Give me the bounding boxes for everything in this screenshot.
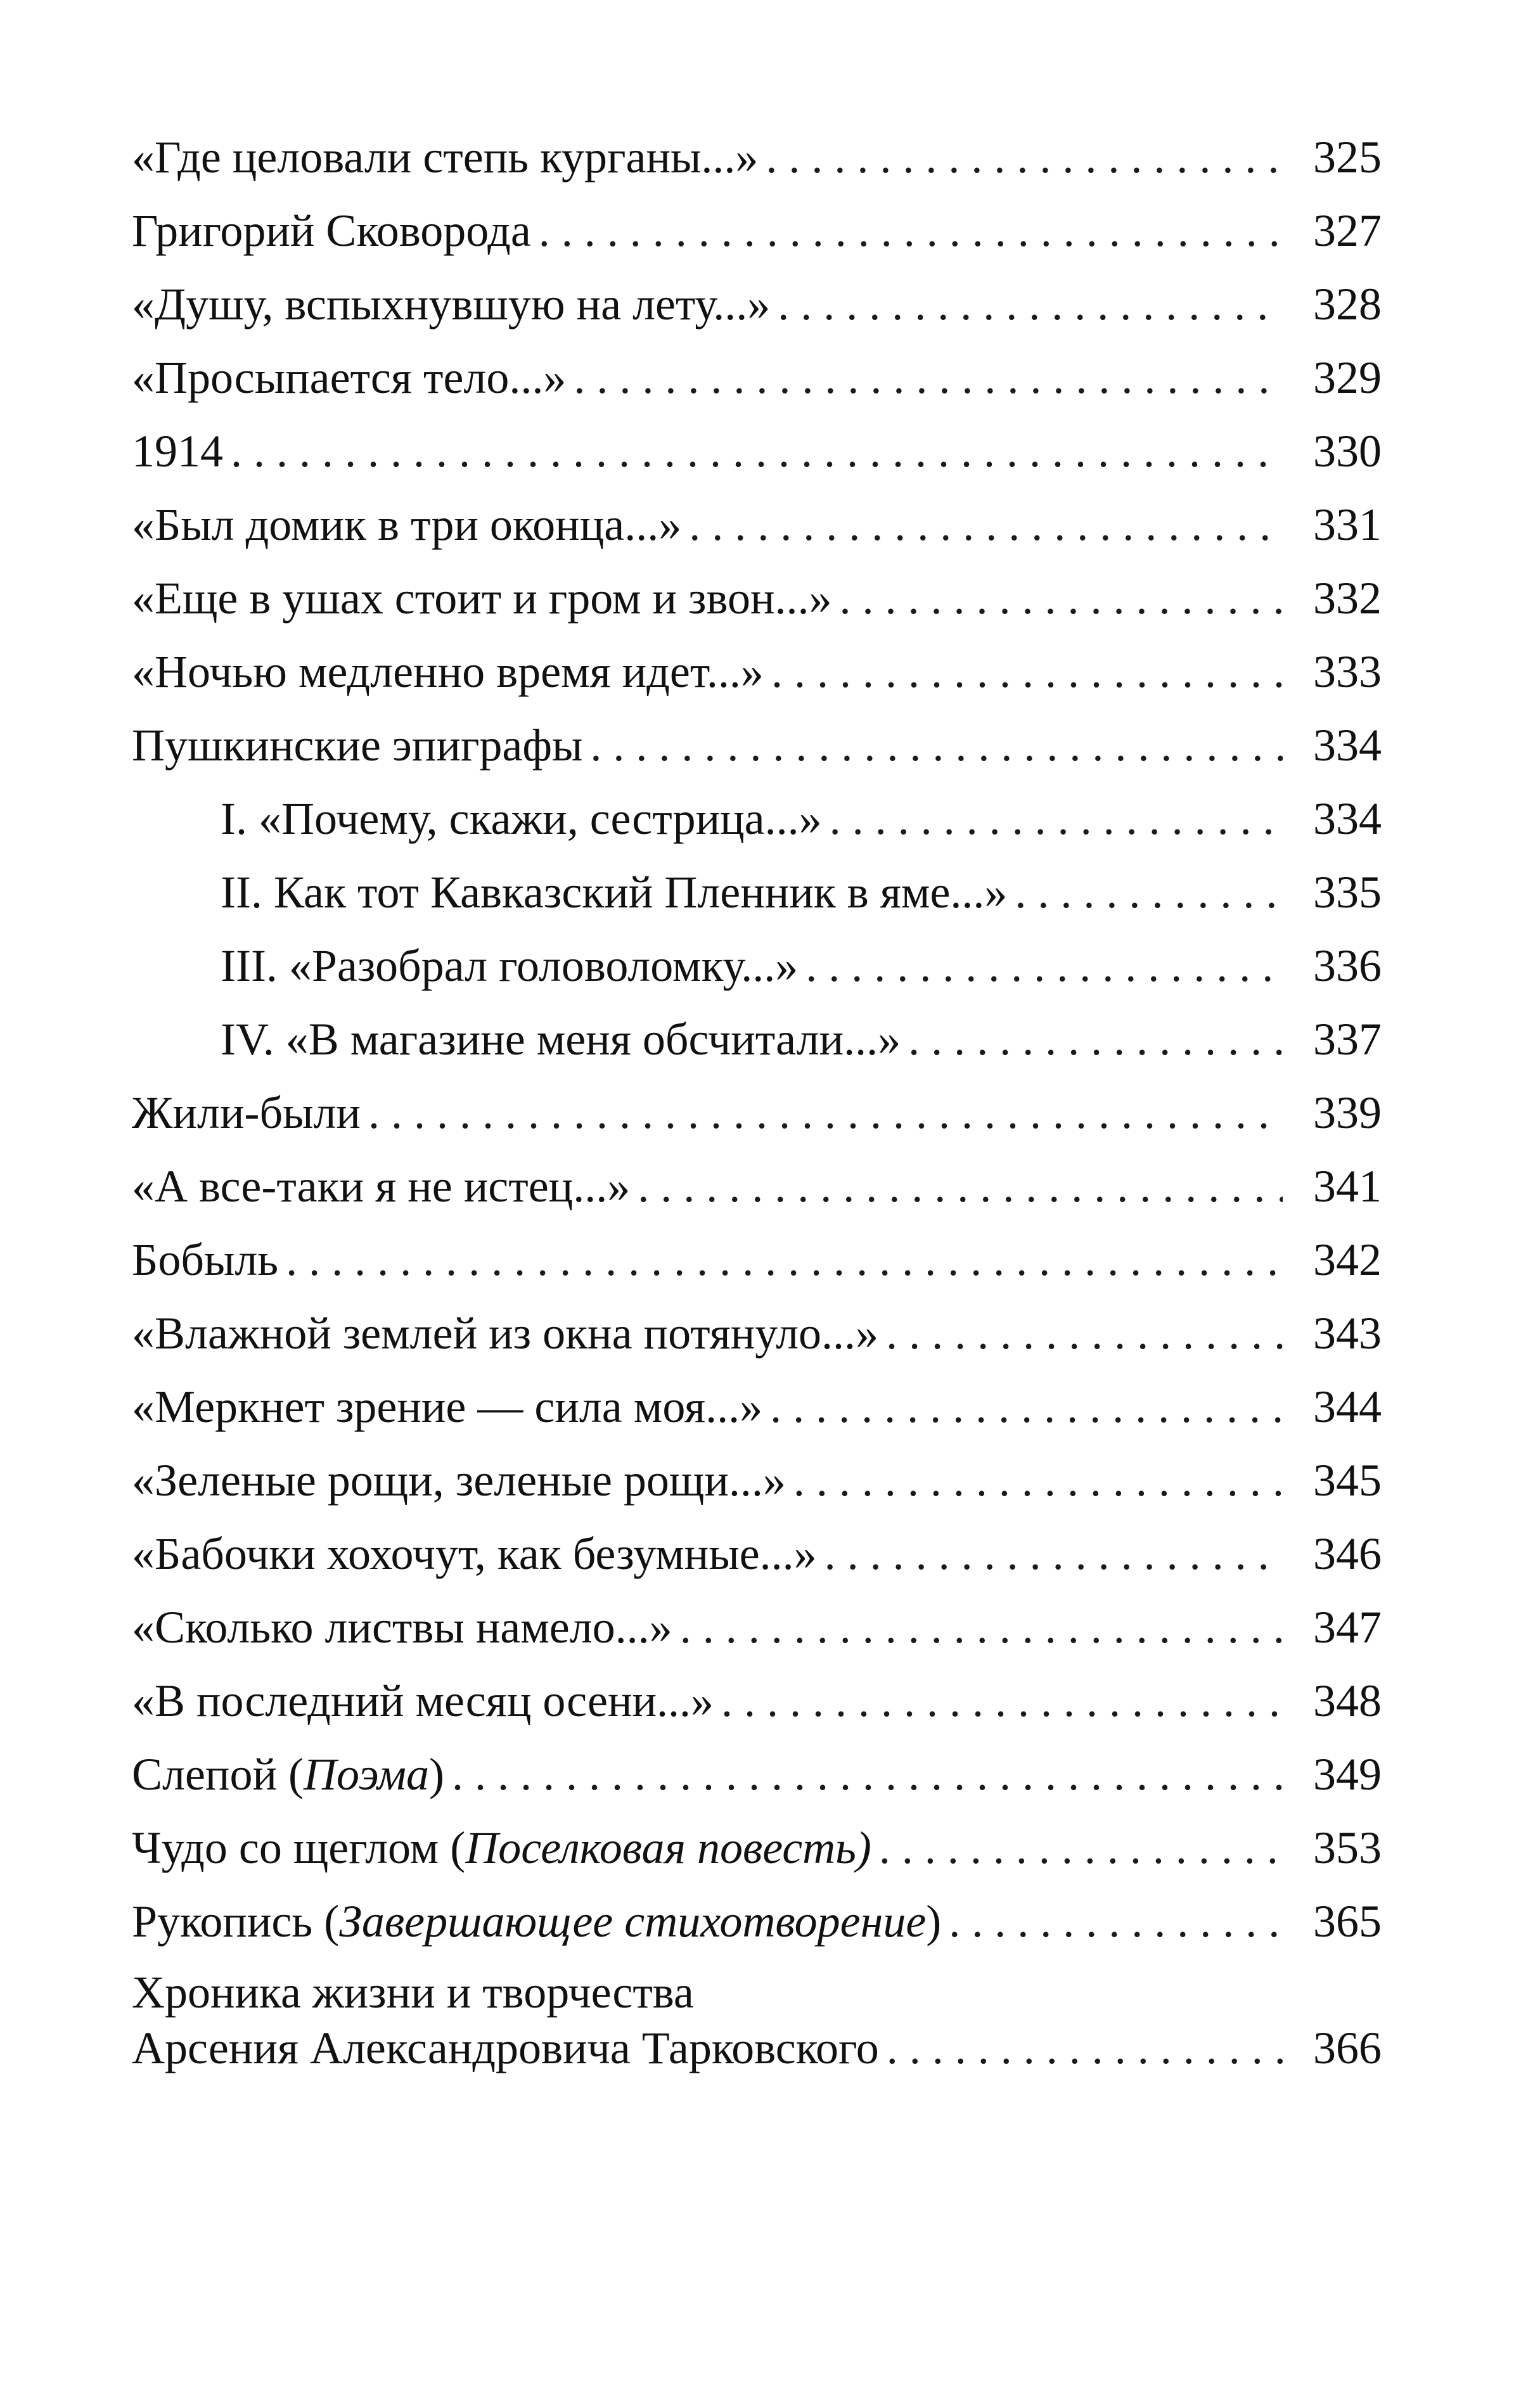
toc-entry-page: 334 [1313,793,1382,844]
toc-entry-title: «Просыпается тело...» [132,352,567,403]
toc-entry-title [132,1738,444,1811]
toc-entry-page: 335 [1313,867,1382,918]
dot-leader [539,194,1283,267]
toc-subentry [132,1002,1382,1076]
dot-leader [680,1591,1283,1664]
toc-entry [132,1811,1382,1885]
toc-entry [132,1370,1382,1444]
dot-leader [908,1002,1283,1076]
title-italic: Поэма [303,1749,429,1800]
toc-entry-page: 348 [1313,1675,1382,1726]
toc-entry-title: Григорий Сковорода [132,205,531,256]
toc-entry [132,1150,1382,1223]
dot-leader [368,1076,1283,1150]
toc-entry [132,341,1382,414]
toc-entry-page: 325 [1313,132,1382,183]
dot-leader [840,561,1283,635]
toc-entry-page: 341 [1313,1161,1382,1212]
toc-entry-title: «А все-таки я не истец...» [132,1161,631,1212]
toc-entry [132,1664,1382,1738]
toc-subentry [132,929,1382,1002]
toc-entry [132,194,1382,267]
toc-subentry-title: IV. «В магазине меня обсчитали...» [221,1014,901,1065]
title-tail: ) [428,1749,444,1800]
dot-leader [830,782,1283,855]
table-of-contents [132,120,1382,2078]
toc-entry-page: 347 [1313,1602,1382,1653]
toc-entry-page: 327 [1313,205,1382,256]
toc-entry [132,635,1382,708]
toc-entry-page: 349 [1313,1749,1382,1800]
toc-entry-title [132,1811,871,1885]
toc-entry [132,1223,1382,1297]
dot-leader [689,488,1283,561]
toc-entry [132,561,1382,635]
toc-entry [132,1517,1382,1591]
toc-entry [132,488,1382,561]
dot-leader [949,1885,1283,1958]
dot-leader [286,1223,1283,1297]
dot-leader [721,1664,1283,1738]
toc-entry-title: «Где целовали степь курганы...» [132,132,759,183]
toc-entry [132,1297,1382,1370]
toc-entry [132,267,1382,341]
toc-entry-title: «Меркнет зрение — сила моя...» [132,1381,763,1432]
toc-entry-title: «Еще в ушах стоит и гром и звон...» [132,573,832,624]
dot-leader [590,708,1283,782]
title-tail: ) [926,1896,942,1947]
toc-entry-page: 342 [1313,1234,1382,1285]
dot-leader [638,1150,1283,1223]
toc-entry-page: 343 [1313,1308,1382,1359]
toc-entry-page: 365 [1313,1896,1382,1947]
toc-entry-line2 [132,2018,1382,2078]
toc-entry-title: «Сколько листвы намело...» [132,1602,672,1653]
toc-entry-title: «Зеленые рощи, зеленые рощи...» [132,1455,786,1506]
toc-entry-page: 334 [1313,720,1382,771]
toc-entry-page: 366 [1313,2023,1382,2073]
toc-entry [132,1444,1382,1517]
toc-entry-page: 328 [1313,279,1382,330]
toc-entry-page: 332 [1313,573,1382,624]
toc-entry [132,414,1382,488]
toc-entry-page: 353 [1313,1822,1382,1873]
dot-leader [231,414,1283,488]
dot-leader [879,1811,1283,1885]
dot-leader [887,2018,1283,2078]
toc-entry-page: 329 [1313,352,1382,403]
title-main: Слепой ( [132,1749,304,1800]
dot-leader [793,1444,1283,1517]
dot-leader [825,1517,1283,1591]
title-italic: Завершающее стихотворение [339,1896,927,1947]
toc-entry-title: Жили-были [132,1087,361,1138]
toc-entry-page: 339 [1313,1087,1382,1138]
toc-entry-page: 346 [1313,1528,1382,1579]
toc-entry-page: 336 [1313,940,1382,991]
toc-entry [132,1738,1382,1811]
title-italic: Поселковая повесть) [465,1822,871,1873]
toc-entry-page: 333 [1313,646,1382,697]
toc-subentry-title: III. «Разобрал головоломку...» [221,940,799,991]
toc-subentry-title: I. «Почему, скажи, сестрица...» [221,793,822,844]
toc-entry-page: 330 [1313,426,1382,477]
toc-entry-title: «Душу, вспыхнувшую на лету...» [132,279,771,330]
dot-leader [886,1297,1283,1370]
toc-entry [132,1591,1382,1664]
dot-leader [771,635,1283,708]
toc-entry [132,708,1382,782]
title-main: Рукопись ( [132,1896,340,1947]
toc-entry-page: 337 [1313,1014,1382,1065]
toc-entry-title: Пушкинские эпиграфы [132,720,583,771]
toc-entry-title: 1914 [132,426,223,477]
toc-subentry [132,782,1382,855]
toc-entry [132,1076,1382,1150]
toc-subentry-title: II. Как тот Кавказский Пленник в яме...» [221,867,1008,918]
toc-entry-multiline [132,1967,1382,2078]
dot-leader [1015,855,1283,929]
toc-entry-title: Бобыль [132,1234,279,1285]
toc-entry-title: «Бабочки хохочут, как безумные...» [132,1528,817,1579]
toc-entry-page: 331 [1313,499,1382,550]
toc-entry [132,1885,1382,1958]
toc-entry-title-line2: Арсения Александровича Тарковского [132,2023,879,2073]
dot-leader [770,1370,1283,1444]
toc-entry-title: «Влажной землей из окна потянуло...» [132,1308,879,1359]
toc-entry-title [132,1885,941,1958]
title-main: Чудо со щеглом ( [132,1822,466,1873]
toc-subentry [132,855,1382,929]
dot-leader [574,341,1283,414]
toc-entry-title-line1: Хроника жизни и творчества [132,1967,694,2018]
dot-leader [766,120,1283,194]
dot-leader [452,1738,1283,1811]
toc-entry-page: 345 [1313,1455,1382,1506]
toc-entry-page: 344 [1313,1381,1382,1432]
toc-entry-title: «Ночью медленно время идет...» [132,646,764,697]
toc-entry-title: «В последний месяц осени...» [132,1675,714,1726]
dot-leader [778,267,1283,341]
toc-entry [132,120,1382,194]
toc-entry-title: «Был домик в три оконца...» [132,499,682,550]
dot-leader [805,929,1283,1002]
